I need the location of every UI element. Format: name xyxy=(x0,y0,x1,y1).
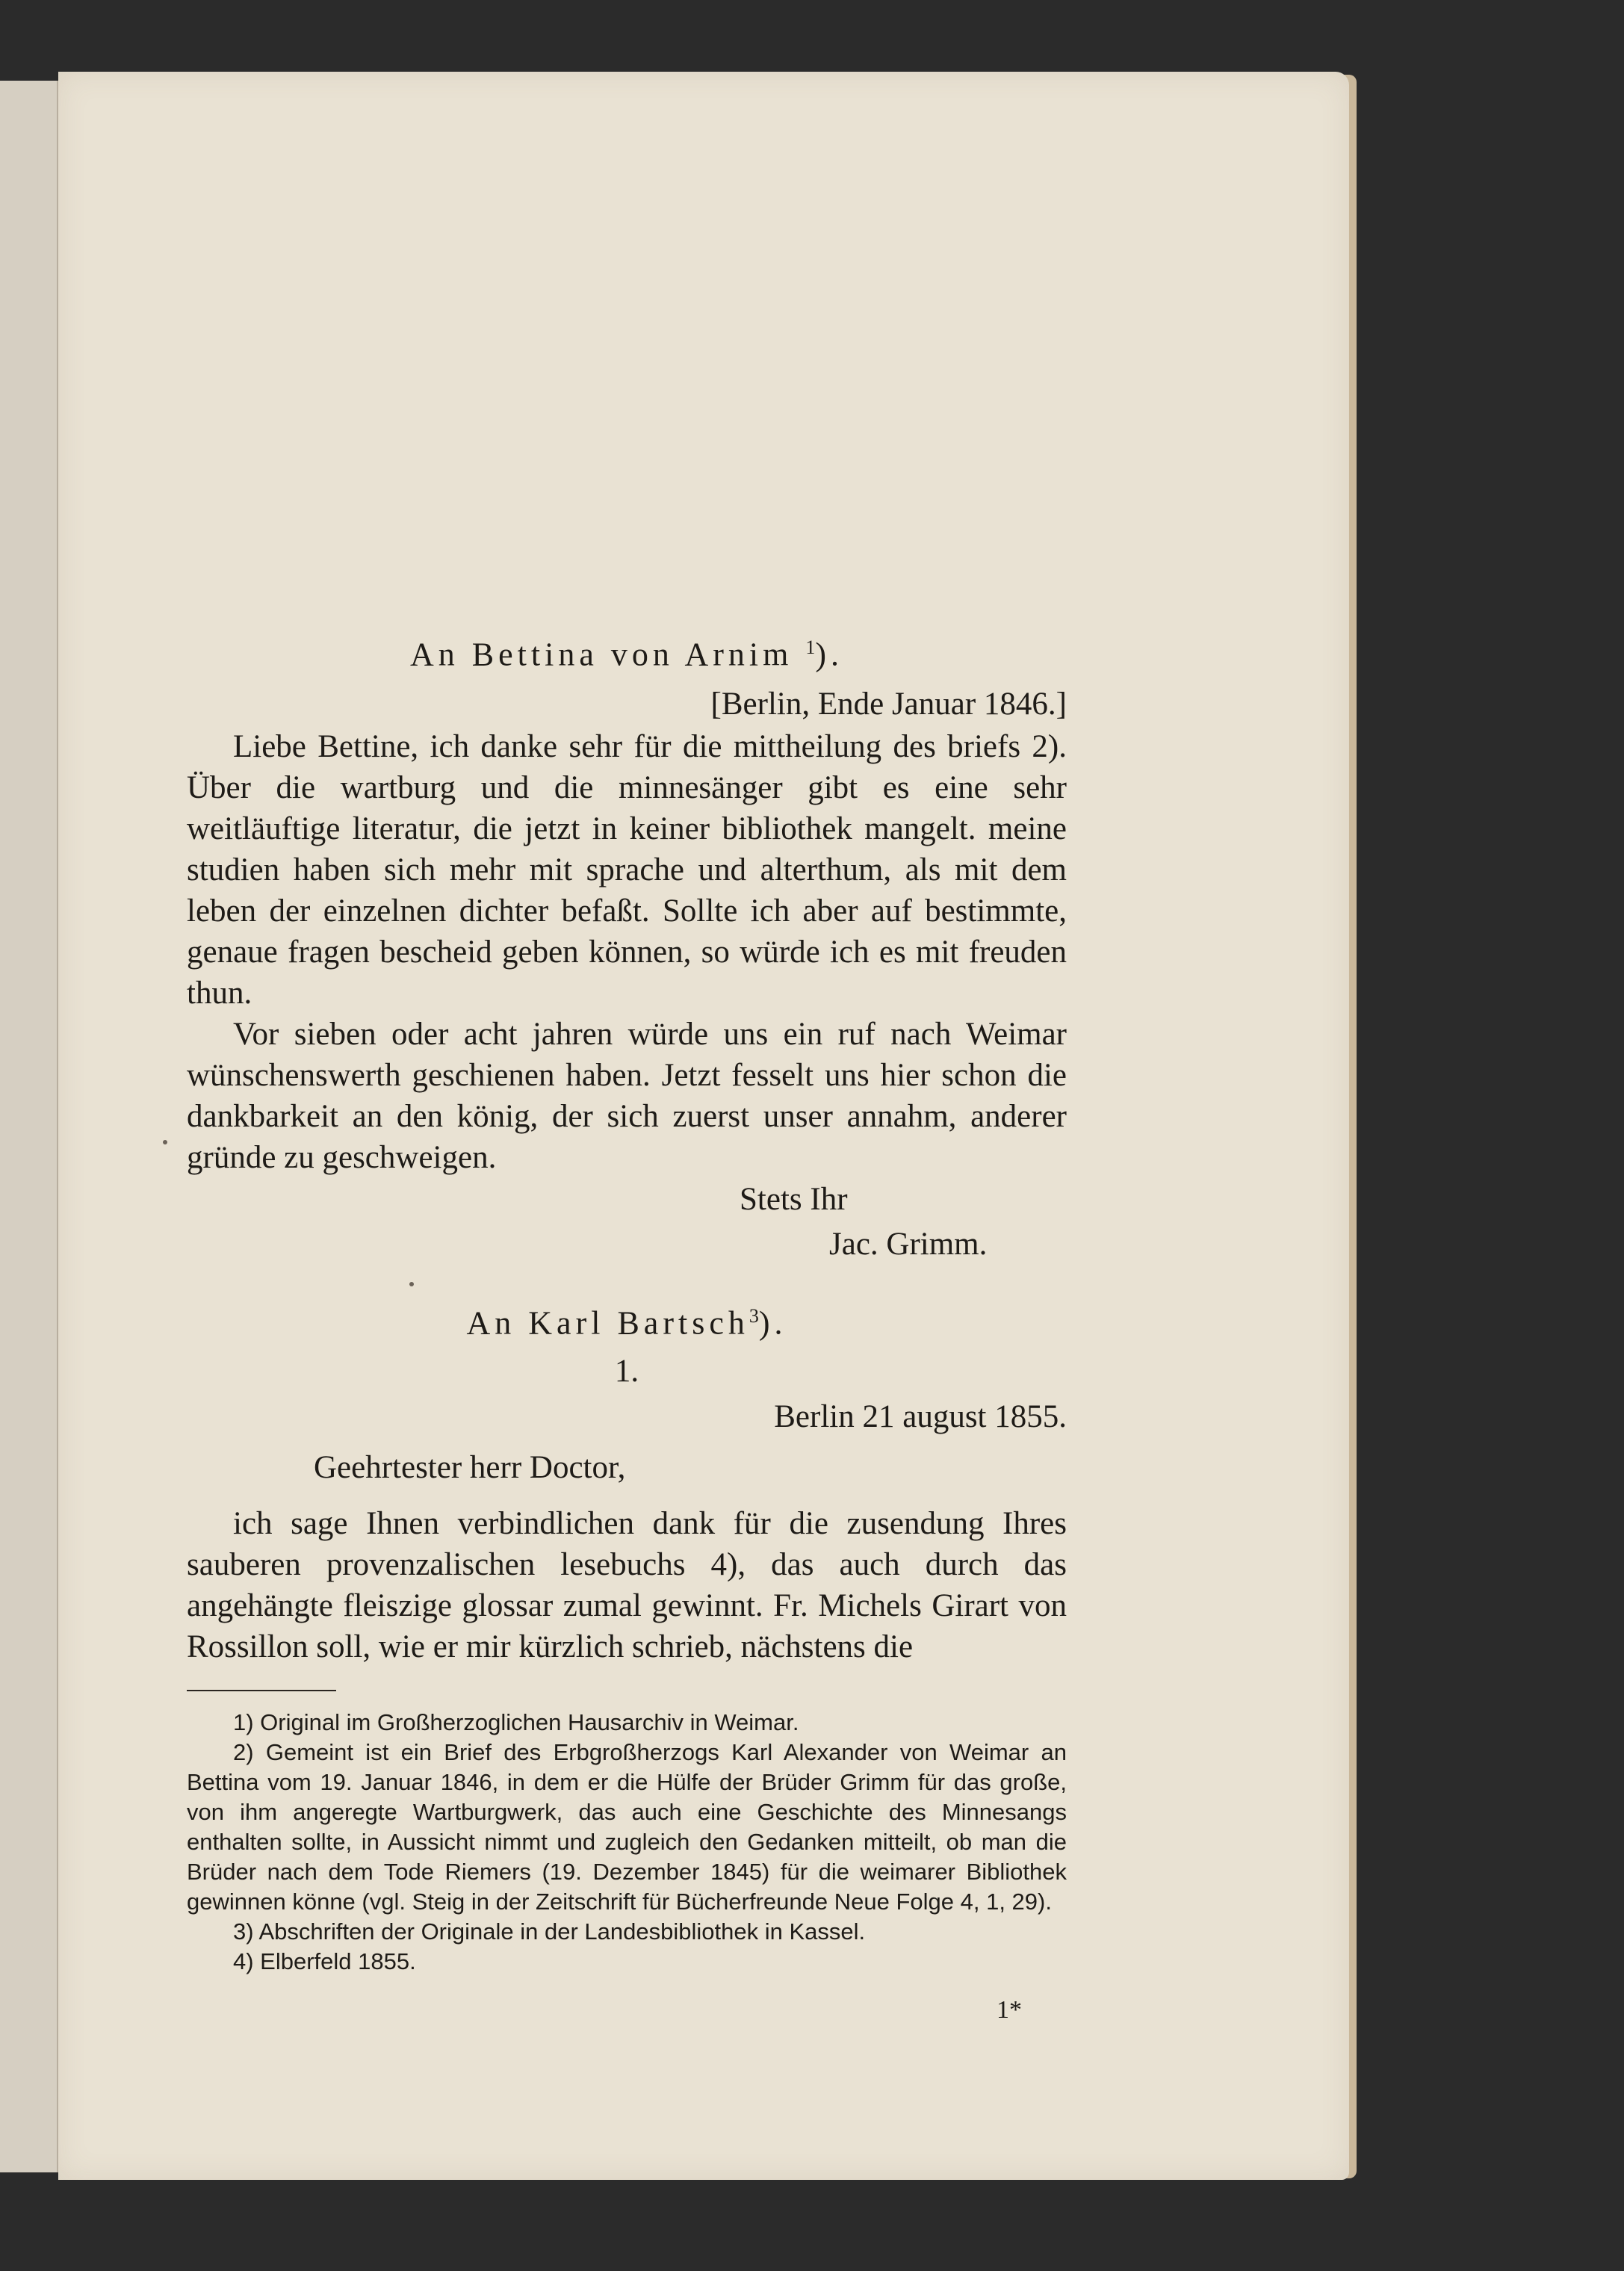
letter-paragraph: Liebe Bettine, ich danke sehr für die mittheilung des briefs 2). Über die wartburg und die minnesänger gibt es eine sehr weitläuftige literatur, die jetzt in keiner bibliothek mangelt. meine studien haben sich mehr mit sprache und alterthum, als mit dem leben der einzelnen dichter befaßt. Sollte ich aber auf bestimmte, genaue fragen bescheid geben können, so würde ich es mit freuden thun. xyxy=(187,728,1067,1011)
letter-paragraph: Vor sieben oder acht jahren würde uns ein ruf nach Weimar wünschenswerth geschienen haben. Jetzt fesselt uns hier schon die dankbarkeit an den könig, der sich zuerst unser annahm, anderer gründe zu geschweigen. xyxy=(187,1016,1067,1175)
footnote: 4) Elberfeld 1855. xyxy=(233,1948,416,1975)
footnote-rule xyxy=(187,1690,336,1691)
footnote: 1) Original im Großherzoglichen Hausarchiv in Weimar. xyxy=(233,1709,799,1736)
letter-closing: Stets Ihr xyxy=(740,1181,848,1217)
footnote: 3) Abschriften der Originale in der Landesbibliothek in Kassel. xyxy=(233,1918,866,1945)
book-page xyxy=(58,72,1349,2180)
letter-heading: An Bettina von Arnim $^1$). xyxy=(410,636,843,673)
letter-dateline: Berlin 21 august 1855. xyxy=(774,1399,1067,1435)
show-through xyxy=(125,363,1119,426)
letter-dateline: [Berlin, Ende Januar 1846.] xyxy=(710,686,1067,722)
facing-page-edge xyxy=(0,81,59,2172)
signature-mark: 1* xyxy=(997,1996,1022,2024)
letter-number: 1. xyxy=(614,1354,639,1389)
paper-speck xyxy=(163,1140,167,1144)
letter-salutation: Geehrtester herr Doctor, xyxy=(314,1450,626,1486)
letter-paragraph: ich sage Ihnen verbindlichen dank für die zusendung Ihres sauberen provenzalischen lesebuchs 4), das auch durch das angehängte fleiszige glossar zumal gewinnt. Fr. Michels Girart von Rossillon soll, wie er mir kürzlich schrieb, nächstens die xyxy=(187,1506,1067,1665)
letter-heading: An Karl Bartsch$^3$). xyxy=(466,1304,787,1342)
footnote: 2) Gemeint ist ein Brief des Erbgroßherzogs Karl Alexander von Weimar an Bettina vom 19. Januar 1846, in dem er die Hülfe der Brüder Grimm für das große, von ihm angeregte Wartburgwerk, das auch eine Geschichte des Minnesangs enthalten sollte, in Aussicht nimmt und zugleich den Gedanken mitteilt, ob man die Brüder nach dem Tode Riemers (19. Dezember 1845) für die weimarer Bibliothek gewinnen könne (vgl. Steig in der Zeitschrift für Bücherfreunde Neue Folge 4, 1, 29). xyxy=(187,1739,1067,1915)
letter-signature: Jac. Grimm. xyxy=(829,1226,988,1262)
page-content xyxy=(187,623,1067,2024)
